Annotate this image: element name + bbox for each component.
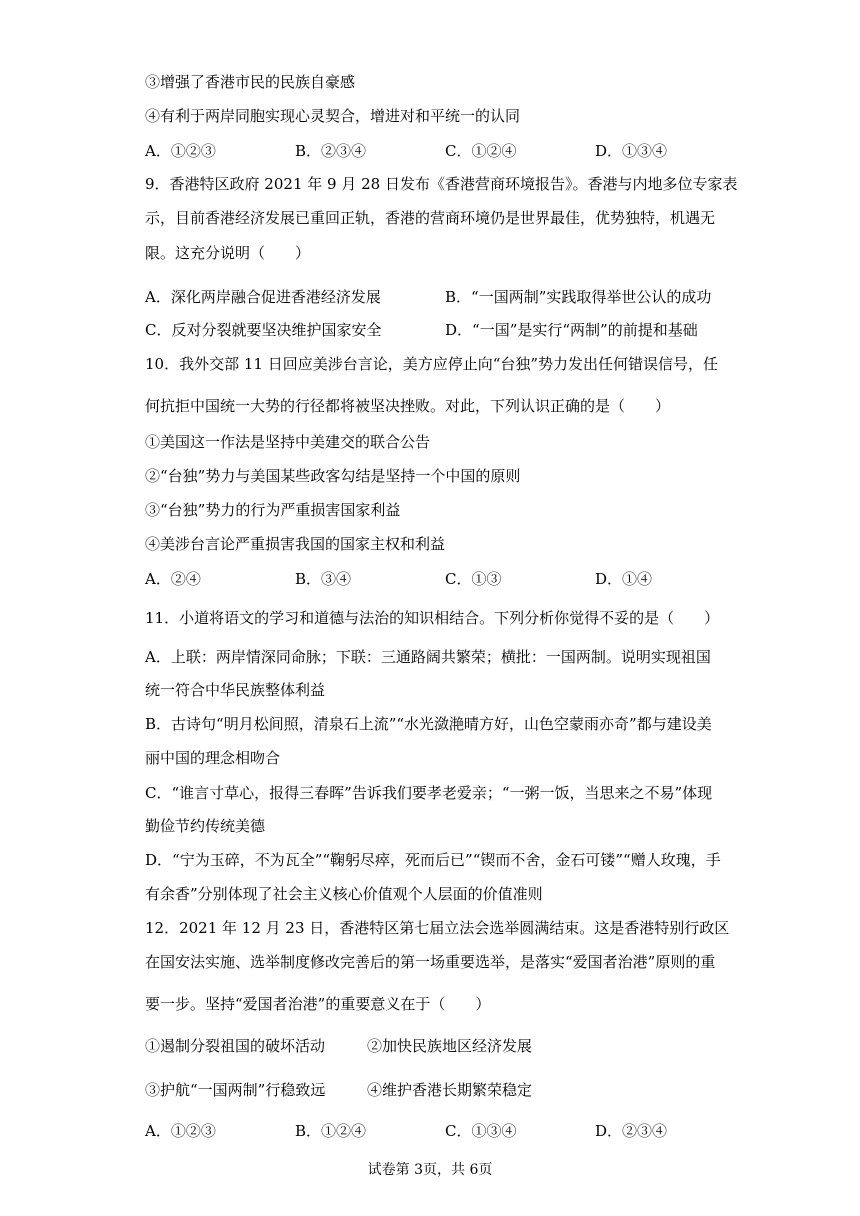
q10-item-3: ③“台独”势力的行为严重损害国家利益 xyxy=(145,501,401,519)
prev-item-4: ④有利于两岸同胞实现心灵契合，增进对和平统一的认同 xyxy=(145,107,521,125)
option-b[interactable]: B．②③④ xyxy=(295,142,367,160)
option-b[interactable]: B．①②④ xyxy=(295,1122,367,1140)
q9-options-row-1 xyxy=(145,287,725,307)
option-b[interactable]: B．③④ xyxy=(295,570,352,588)
q11-option-c-line-1[interactable]: C．“谁言寸草心，报得三春晖”告诉我们要孝老爱亲；“一粥一饭，当思来之不易”体现 xyxy=(145,784,713,802)
option-a[interactable]: A．②④ xyxy=(145,570,201,588)
q12-item-1: ①遏制分裂祖国的破坏活动 xyxy=(145,1037,326,1055)
q12-item-2: ②加快民族地区经济发展 xyxy=(367,1037,533,1055)
q9-line-2: 示，目前香港经济发展已重回正轨，香港的营商环境仍是世界最佳，优势独特，机遇无 xyxy=(145,209,716,227)
prev-item-3: ③增强了香港市民的民族自豪感 xyxy=(145,73,356,91)
q11-stem: 11．小道将语文的学习和道德与法治的知识相结合。下列分析你觉得不妥的是（ ） xyxy=(145,609,720,627)
q12-line-1: 12．2021 年 12 月 23 日，香港特区第七届立法会选举圆满结束。这是香港特别行政区 xyxy=(145,919,730,937)
q12-line-2: 在国安法实施、选举制度修改完善后的第一场重要选举，是落实“爱国者治港”原则的重 xyxy=(145,953,716,971)
option-a[interactable]: A．①②③ xyxy=(145,142,216,160)
prev-options xyxy=(145,141,725,161)
option-c[interactable]: C．①②④ xyxy=(445,142,517,160)
q11-option-a-line-1[interactable]: A．上联：两岸情深同命脉；下联：三通路阔共繁荣；横批：一国两制。说明实现祖国 xyxy=(145,648,711,666)
q10-item-1: ①美国这一作法是坚持中美建交的联合公告 xyxy=(145,433,431,451)
q11-option-d-line-1[interactable]: D．“宁为玉碎，不为瓦全”“鞠躬尽瘁，死而后已”“锲而不舍，金石可镂”“赠人玫瑰，手 xyxy=(145,851,721,869)
q10-line-2: 何抗拒中国统一大势的行径都将被坚决挫败。对此，下列认识正确的是（ ） xyxy=(145,397,671,415)
option-a[interactable]: A．①②③ xyxy=(145,1122,216,1140)
q11-option-a-line-2[interactable]: 统一符合中华民族整体利益 xyxy=(145,681,326,699)
q11-option-b-line-2[interactable]: 丽中国的理念相吻合 xyxy=(145,749,281,767)
option-c[interactable]: C．反对分裂就要坚决维护国家安全 xyxy=(145,321,382,339)
q9-line-3: 限。这充分说明（ ） xyxy=(145,244,311,262)
q11-option-c-line-2[interactable]: 勤俭节约传统美德 xyxy=(145,817,266,835)
q11-option-d-line-2[interactable]: 有余香”分别体现了社会主义核心价值观个人层面的价值准则 xyxy=(145,885,543,903)
option-a[interactable]: A．深化两岸融合促进香港经济发展 xyxy=(145,288,381,306)
q9-options-row-2 xyxy=(145,320,725,340)
q12-options xyxy=(145,1121,725,1141)
q12-item-4: ④维护香港长期繁荣稳定 xyxy=(367,1081,533,1099)
q10-line-1: 10．我外交部 11 日回应美涉台言论，美方应停止向“台独”势力发出任何错误信号，任 xyxy=(145,355,719,373)
q9-line-1: 9．香港特区政府 2021 年 9 月 28 日发布《香港营商环境报告》。香港与内地多位专家表 xyxy=(145,175,738,193)
q10-item-2: ②“台独”势力与美国某些政客勾结是坚持一个中国的原则 xyxy=(145,467,521,485)
q10-item-4: ④美涉台言论严重损害我国的国家主权和利益 xyxy=(145,535,446,553)
q12-item-3: ③护航“一国两制”行稳致远 xyxy=(145,1081,326,1099)
option-c[interactable]: C．①③④ xyxy=(445,1122,517,1140)
q12-line-3: 要一步。坚持“爱国者治港”的重要意义在于（ ） xyxy=(145,995,491,1013)
option-d[interactable]: D．①③④ xyxy=(595,142,668,160)
q11-option-b-line-1[interactable]: B．古诗句“明月松间照，清泉石上流”“水光潋滟晴方好，山色空蒙雨亦奇”都与建设美 xyxy=(145,715,712,733)
option-c[interactable]: C．①③ xyxy=(445,570,502,588)
option-d[interactable]: D．①④ xyxy=(595,570,653,588)
page-footer: 试卷第 3页，共 6页 xyxy=(367,1162,493,1178)
q10-options xyxy=(145,569,725,589)
option-b[interactable]: B．“一国两制”实践取得举世公认的成功 xyxy=(445,288,712,306)
option-d[interactable]: D．“一国”是实行“两制”的前提和基础 xyxy=(445,321,698,339)
option-d[interactable]: D．②③④ xyxy=(595,1122,668,1140)
